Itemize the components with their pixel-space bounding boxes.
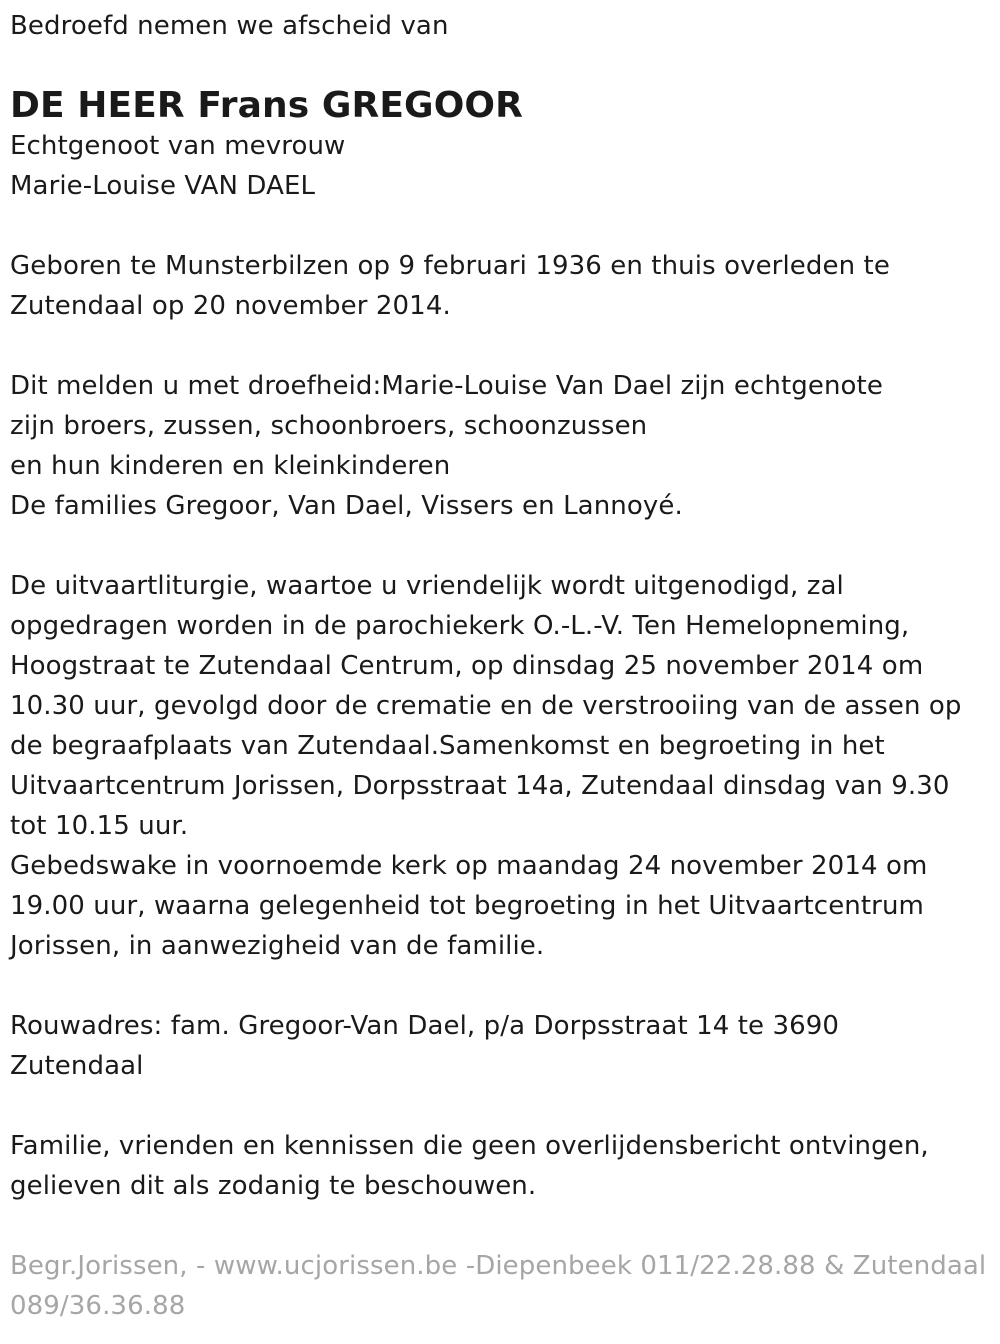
closing-paragraph (10, 1126, 990, 1206)
funeral-line: Gebedswake in voornoemde kerk op maandag 24 november 2014 om (10, 851, 928, 881)
announced-by-line: Dit melden u met droefheid:Marie-Louise Van Dael zijn echtgenote (10, 371, 883, 401)
mourning-address-line: Zutendaal (10, 1051, 144, 1081)
birth-death-line: Geboren te Munsterbilzen op 9 februari 1936 en thuis overleden te (10, 251, 890, 281)
funeral-line: Jorissen, in aanwezigheid van de familie. (10, 931, 545, 961)
mourning-address-paragraph (10, 1006, 990, 1086)
funeral-line: Uitvaartcentrum Jorissen, Dorpsstraat 14a, Zutendaal dinsdag van 9.30 (10, 771, 950, 801)
announced-by-paragraph (10, 366, 990, 526)
funeral-line: De uitvaartliturgie, waartoe u vriendelijk wordt uitgenodigd, zal (10, 571, 844, 601)
funeral-paragraph (10, 566, 990, 966)
intro-text: Bedroefd nemen we afscheid van (10, 11, 449, 41)
spouse-line-2: Marie-Louise VAN DAEL (10, 171, 316, 201)
funeral-line: 19.00 uur, waarna gelegenheid tot begroeting in het Uitvaartcentrum (10, 891, 924, 921)
funeral-home-footer (10, 1246, 990, 1326)
closing-line: gelieven dit als zodanig te beschouwen. (10, 1171, 537, 1201)
funeral-line: Hoogstraat te Zutendaal Centrum, op dinsdag 25 november 2014 om (10, 651, 924, 681)
deceased-name: DE HEER Frans GREGOOR (10, 85, 523, 126)
funeral-line: 10.30 uur, gevolgd door de crematie en de verstrooiing van de assen op (10, 691, 962, 721)
funeral-line: tot 10.15 uur. (10, 811, 189, 841)
birth-death-paragraph (10, 246, 990, 326)
announced-by-line: en hun kinderen en kleinkinderen (10, 451, 451, 481)
obituary-notice (10, 6, 990, 1326)
mourning-address-line: Rouwadres: fam. Gregoor-Van Dael, p/a Dorpsstraat 14 te 3690 (10, 1011, 840, 1041)
spouse-line-1: Echtgenoot van mevrouw (10, 131, 346, 161)
footer-line: 089/36.36.88 (10, 1291, 186, 1321)
birth-death-line: Zutendaal op 20 november 2014. (10, 291, 451, 321)
footer-line: Begr.Jorissen, - www.ucjorissen.be -Diepenbeek 011/22.28.88 & Zutendaal (10, 1251, 987, 1281)
funeral-line: de begraafplaats van Zutendaal.Samenkomst en begroeting in het (10, 731, 885, 761)
funeral-line: opgedragen worden in de parochiekerk O.-L.-V. Ten Hemelopneming, (10, 611, 910, 641)
announced-by-line: zijn broers, zussen, schoonbroers, schoonzussen (10, 411, 648, 441)
announced-by-line: De families Gregoor, Van Dael, Vissers en Lannoyé. (10, 491, 683, 521)
closing-line: Familie, vrienden en kennissen die geen overlijdensbericht ontvingen, (10, 1131, 929, 1161)
